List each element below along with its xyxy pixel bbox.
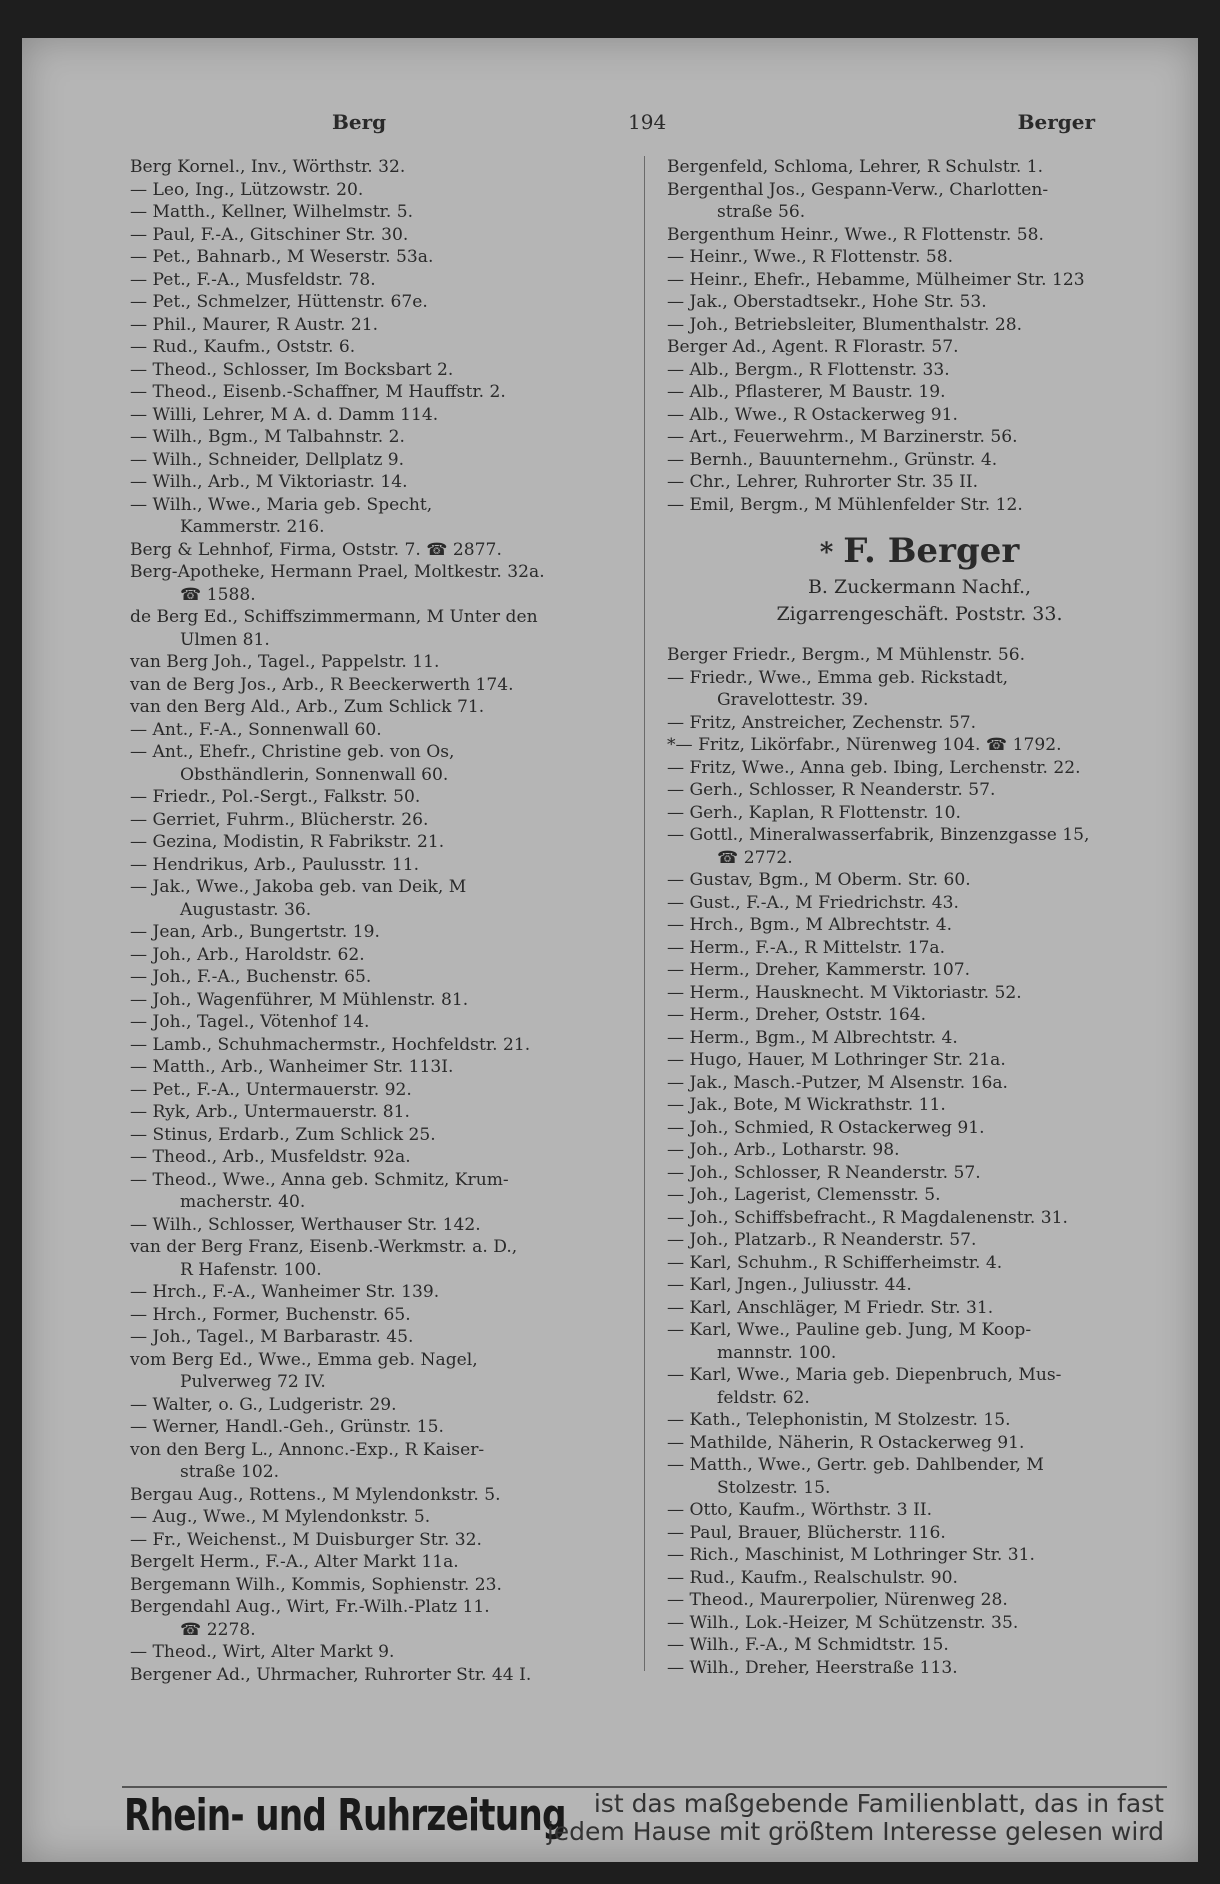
directory-entry: — Jak., Oberstadtsekr., Hohe Str. 53.: [667, 292, 987, 312]
directory-entry: — Pet., F.-A., Musfeldstr. 78.: [130, 269, 376, 290]
directory-entry: — Gust., F.-A., M Friedrichstr. 43.: [667, 892, 959, 913]
directory-entry: Bergau Aug., Rottens., M Mylendonkstr. 5.: [130, 1484, 501, 1505]
directory-entry: — Wilh., Wwe., Maria geb. Specht,: [130, 494, 433, 515]
directory-entry: — Wilh., Arb., M Viktoriastr. 14.: [130, 472, 408, 492]
directory-entry: Berger Friedr., Bergm., M Mühlenstr. 56.: [667, 645, 1025, 665]
directory-entry: — Herm., Bgm., M Albrechtstr. 4.: [667, 1027, 958, 1048]
directory-entry: — Bernh., Bauunternehm., Grünstr. 4.: [667, 449, 998, 470]
directory-entry: Augustastr. 36.: [180, 899, 312, 920]
directory-entry: — Pet., Bahnarb., M Weserstr. 53a.: [130, 247, 434, 267]
directory-entry: — Theod., Schlosser, Im Bocksbart 2.: [130, 359, 454, 380]
directory-entry: — Karl, Schuhm., R Schifferheimstr. 4.: [667, 1252, 1003, 1273]
directory-entry: — Alb., Bergm., R Flottenstr. 33.: [667, 359, 950, 380]
directory-entry: — Ryk, Arb., Untermauerstr. 81.: [130, 1102, 410, 1122]
header-left-keyword: Berg: [332, 110, 387, 134]
directory-entry: Berger Ad., Agent. R Florastr. 57.: [667, 337, 959, 357]
directory-entry: — Fr., Weichenst., M Duisburger Str. 32.: [130, 1529, 482, 1550]
directory-entry: — Pet., Schmelzer, Hüttenstr. 67e.: [130, 292, 428, 312]
directory-entry: — Joh., Arb., Haroldstr. 62.: [130, 944, 365, 965]
directory-entry: — Willi, Lehrer, M A. d. Damm 114.: [130, 404, 439, 425]
directory-entry: — Walter, o. G., Ludgeristr. 29.: [130, 1394, 397, 1415]
directory-entry: — Lamb., Schuhmachermstr., Hochfeldstr. 21.: [130, 1034, 531, 1055]
directory-entry: — Friedr., Wwe., Emma geb. Rickstadt,: [667, 667, 1009, 688]
directory-entry: — Hrch., Bgm., M Albrechtstr. 4.: [667, 915, 953, 935]
scanned-page: [22, 38, 1198, 1862]
directory-entry: — Matth., Arb., Wanheimer Str. 113I.: [130, 1057, 454, 1077]
directory-entry: — Wilh., Dreher, Heerstraße 113.: [667, 1657, 958, 1678]
directory-entry: — Alb., Pflasterer, M Baustr. 19.: [667, 382, 946, 402]
directory-entry: — Chr., Lehrer, Ruhrorter Str. 35 II.: [667, 472, 979, 492]
directory-entry: Berg Kornel., Inv., Wörthstr. 32.: [130, 157, 406, 177]
directory-entry: — Art., Feuerwehrm., M Barzinerstr. 56.: [667, 427, 1018, 447]
directory-entry: — Gerh., Schlosser, R Neanderstr. 57.: [667, 780, 996, 800]
directory-entry: — Theod., Wirt, Alter Markt 9.: [130, 1642, 395, 1662]
directory-entry: Kammerstr. 216.: [180, 517, 325, 537]
right-entries-top: [667, 156, 1172, 516]
directory-entry: ☎ 1588.: [180, 584, 256, 605]
directory-entry: vom Berg Ed., Wwe., Emma geb. Nagel,: [130, 1349, 478, 1370]
directory-entry: — Gustav, Bgm., M Oberm. Str. 60.: [667, 870, 971, 890]
advert-banner: [122, 1786, 1167, 1846]
advert-name-line: [667, 530, 1172, 574]
directory-entry: — Friedr., Pol.-Sergt., Falkstr. 50.: [130, 787, 421, 807]
header-right-keyword: Berger: [1017, 110, 1095, 134]
directory-entry: — Phil., Maurer, R Austr. 21.: [130, 314, 379, 335]
advert-block: [667, 530, 1172, 628]
directory-entry: — Herm., Dreher, Kammerstr. 107.: [667, 960, 971, 980]
directory-entry: — Rud., Kaufm., Realschulstr. 90.: [667, 1567, 958, 1588]
directory-entry: van der Berg Franz, Eisenb.-Werkmstr. a. D.,: [130, 1237, 518, 1257]
advert-line-1: B. Zuckermann Nachf.,: [807, 576, 1032, 598]
directory-entry: — Jean, Arb., Bungertstr. 19.: [130, 922, 380, 942]
directory-entry: — Karl, Anschläger, M Friedr. Str. 31.: [667, 1297, 994, 1318]
directory-entry: — Pet., F.-A., Untermauerstr. 92.: [130, 1079, 412, 1100]
directory-entry: straße 102.: [180, 1462, 280, 1482]
directory-entry: Bergener Ad., Uhrmacher, Ruhrorter Str. 44 I.: [130, 1664, 532, 1685]
directory-entry: — Ant., F.-A., Sonnenwall 60.: [130, 719, 382, 740]
advert-name: F. Berger: [843, 531, 1020, 571]
directory-entry: — Herm., Hausknecht. M Viktoriastr. 52.: [667, 982, 1022, 1003]
directory-entry: *— Fritz, Likörfabr., Nürenweg 104. ☎ 1792.: [667, 735, 1062, 755]
directory-entry: — Joh., Tagel., M Barbarastr. 45.: [130, 1327, 414, 1347]
advert-line-2: Zigarrengeschäft. Poststr. 33.: [776, 603, 1063, 625]
directory-entry: — Werner, Handl.-Geh., Grünstr. 15.: [130, 1417, 444, 1437]
page-number: 194: [628, 110, 667, 134]
directory-entry: Obsthändlerin, Sonnenwall 60.: [180, 764, 449, 785]
directory-entry: — Joh., Tagel., Vötenhof 14.: [130, 1012, 370, 1032]
directory-entry: — Joh., F.-A., Buchenstr. 65.: [130, 967, 372, 987]
directory-entry: de Berg Ed., Schiffszimmermann, M Unter den: [130, 607, 538, 627]
directory-entry: — Otto, Kaufm., Wörthstr. 3 II.: [667, 1500, 933, 1520]
directory-entry: — Wilh., Schneider, Dellplatz 9.: [130, 449, 405, 470]
directory-entry: — Gottl., Mineralwasserfabrik, Binzenzgasse 15,: [667, 825, 1090, 845]
directory-entry: — Emil, Bergm., M Mühlenfelder Str. 12.: [667, 494, 1023, 515]
directory-entry: — Herm., F.-A., R Mittelstr. 17a.: [667, 937, 946, 958]
directory-entry: — Jak., Masch.-Putzer, M Alsenstr. 16a.: [667, 1072, 1008, 1093]
directory-entry: Berg & Lehnhof, Firma, Oststr. 7. ☎ 2877.: [130, 539, 502, 560]
directory-entry: feldstr. 62.: [717, 1387, 810, 1408]
banner-line-2: jedem Hause mit größtem Interesse gelesen wird: [546, 1817, 1164, 1846]
directory-entry: van Berg Joh., Tagel., Pappelstr. 11.: [130, 652, 440, 672]
right-entries-bottom: [667, 644, 1172, 1679]
directory-entry: — Wilh., Schlosser, Werthauser Str. 142.: [130, 1214, 481, 1235]
directory-entry: — Jak., Wwe., Jakoba geb. van Deik, M: [130, 877, 467, 897]
directory-entry: ☎ 2772.: [717, 847, 793, 868]
directory-entry: — Paul, Brauer, Blücherstr. 116.: [667, 1522, 946, 1543]
directory-entry: — Joh., Betriebsleiter, Blumenthalstr. 28.: [667, 314, 1023, 335]
directory-entry: — Kath., Telephonistin, M Stolzestr. 15.: [667, 1410, 1011, 1430]
directory-entry: — Joh., Schiffsbefracht., R Magdalenenstr. 31.: [667, 1207, 1068, 1228]
banner-line-1: ist das maßgebende Familienblatt, das in fast: [593, 1789, 1164, 1818]
directory-entry: — Fritz, Wwe., Anna geb. Ibing, Lerchenstr. 22.: [667, 757, 1081, 778]
banner-title: Rhein- und Ruhrzeitung: [124, 1790, 566, 1841]
directory-entry: Bergenthum Heinr., Wwe., R Flottenstr. 58.: [667, 224, 1044, 245]
directory-entry: Bergenthal Jos., Gespann-Verw., Charlotten-: [667, 179, 1049, 200]
directory-entry: — Hrch., Former, Buchenstr. 65.: [130, 1304, 411, 1325]
directory-entry: — Jak., Bote, M Wickrathstr. 11.: [667, 1095, 946, 1115]
directory-entry: — Heinr., Ehefr., Hebamme, Mülheimer Str. 123: [667, 269, 1085, 290]
directory-entry: — Hrch., F.-A., Wanheimer Str. 139.: [130, 1282, 440, 1302]
directory-entry: — Fritz, Anstreicher, Zechenstr. 57.: [667, 712, 977, 733]
directory-entry: Bergelt Herm., F.-A., Alter Markt 11a.: [130, 1552, 459, 1572]
directory-entry: — Ant., Ehefr., Christine geb. von Os,: [130, 742, 455, 762]
directory-entry: — Mathilde, Näherin, R Ostackerweg 91.: [667, 1432, 1025, 1453]
directory-entry: R Hafenstr. 100.: [180, 1259, 322, 1280]
directory-entry: — Wilh., Bgm., M Talbahnstr. 2.: [130, 427, 405, 447]
directory-entry: von den Berg L., Annonc.-Exp., R Kaiser-: [130, 1439, 485, 1460]
directory-entry: van de Berg Jos., Arb., R Beeckerwerth 174.: [130, 674, 514, 695]
directory-entry: — Paul, F.-A., Gitschiner Str. 30.: [130, 224, 409, 245]
directory-entry: — Aug., Wwe., M Mylendonkstr. 5.: [130, 1507, 431, 1527]
directory-entry: — Theod., Eisenb.-Schaffner, M Hauffstr. 2.: [130, 382, 506, 402]
advert-star: *: [819, 538, 834, 568]
directory-entry: — Joh., Schmied, R Ostackerweg 91.: [667, 1117, 985, 1138]
directory-entry: — Hendrikus, Arb., Paulusstr. 11.: [130, 854, 420, 875]
directory-entry: Pulverweg 72 IV.: [180, 1372, 326, 1392]
directory-entry: straße 56.: [717, 202, 806, 222]
directory-entry: Ulmen 81.: [180, 629, 270, 650]
directory-entry: Stolzestr. 15.: [717, 1477, 831, 1498]
directory-entry: — Theod., Maurerpolier, Nürenweg 28.: [667, 1590, 1008, 1610]
directory-entry: — Gerriet, Fuhrm., Blücherstr. 26.: [130, 809, 429, 830]
directory-entry: — Joh., Platzarb., R Neanderstr. 57.: [667, 1230, 977, 1250]
directory-entry: — Karl, Wwe., Pauline geb. Jung, M Koop-: [667, 1320, 1032, 1340]
directory-entry: — Gerh., Kaplan, R Flottenstr. 10.: [667, 802, 961, 823]
directory-entry: — Theod., Arb., Musfeldstr. 92a.: [130, 1147, 411, 1167]
directory-entry: — Matth., Kellner, Wilhelmstr. 5.: [130, 202, 414, 222]
directory-entry: — Alb., Wwe., R Ostackerweg 91.: [667, 404, 958, 425]
directory-entry: — Leo, Ing., Lützowstr. 20.: [130, 179, 364, 200]
directory-page: [122, 106, 1167, 1846]
directory-entry: ☎ 2278.: [180, 1619, 256, 1640]
directory-entry: — Theod., Wwe., Anna geb. Schmitz, Krum-: [130, 1169, 509, 1190]
directory-entry: — Matth., Wwe., Gertr. geb. Dahlbender, M: [667, 1455, 1044, 1475]
directory-entry: — Wilh., Lok.-Heizer, M Schützenstr. 35.: [667, 1612, 1019, 1633]
left-column: [130, 156, 630, 1686]
directory-entry: Bergemann Wilh., Kommis, Sophienstr. 23.: [130, 1574, 502, 1595]
directory-entry: — Rich., Maschinist, M Lothringer Str. 31.: [667, 1545, 1035, 1565]
directory-entry: — Gezina, Modistin, R Fabrikstr. 21.: [130, 832, 445, 852]
page-header: [122, 106, 1167, 146]
column-divider: [644, 156, 645, 1671]
directory-entry: van den Berg Ald., Arb., Zum Schlick 71.: [130, 697, 485, 717]
banner-text: [480, 1790, 1164, 1846]
directory-entry: — Herm., Dreher, Oststr. 164.: [667, 1005, 927, 1025]
directory-entry: — Joh., Arb., Lotharstr. 98.: [667, 1140, 900, 1160]
directory-entry: — Joh., Schlosser, R Neanderstr. 57.: [667, 1162, 981, 1183]
directory-entry: — Rud., Kaufm., Oststr. 6.: [130, 337, 356, 357]
directory-entry: Gravelottestr. 39.: [717, 690, 869, 710]
directory-entry: Bergenfeld, Schloma, Lehrer, R Schulstr. 1.: [667, 157, 1044, 177]
directory-entry: — Hugo, Hauer, M Lothringer Str. 21a.: [667, 1050, 1006, 1070]
directory-entry: — Stinus, Erdarb., Zum Schlick 25.: [130, 1124, 436, 1145]
directory-entry: mannstr. 100.: [717, 1342, 837, 1363]
directory-entry: macherstr. 40.: [180, 1192, 306, 1212]
directory-entry: — Wilh., F.-A., M Schmidtstr. 15.: [667, 1635, 949, 1655]
directory-entry: — Karl, Wwe., Maria geb. Diepenbruch, Mus-: [667, 1365, 1062, 1385]
right-column: [667, 156, 1172, 1679]
directory-entry: — Joh., Wagenführer, M Mühlenstr. 81.: [130, 989, 469, 1010]
directory-entry: — Karl, Jngen., Juliusstr. 44.: [667, 1275, 912, 1295]
directory-entry: — Joh., Lagerist, Clemensstr. 5.: [667, 1185, 941, 1205]
directory-entry: — Heinr., Wwe., R Flottenstr. 58.: [667, 247, 954, 267]
directory-entry: Bergendahl Aug., Wirt, Fr.-Wilh.-Platz 11.: [130, 1597, 490, 1617]
directory-entry: Berg-Apotheke, Hermann Prael, Moltkestr. 32a.: [130, 562, 545, 582]
